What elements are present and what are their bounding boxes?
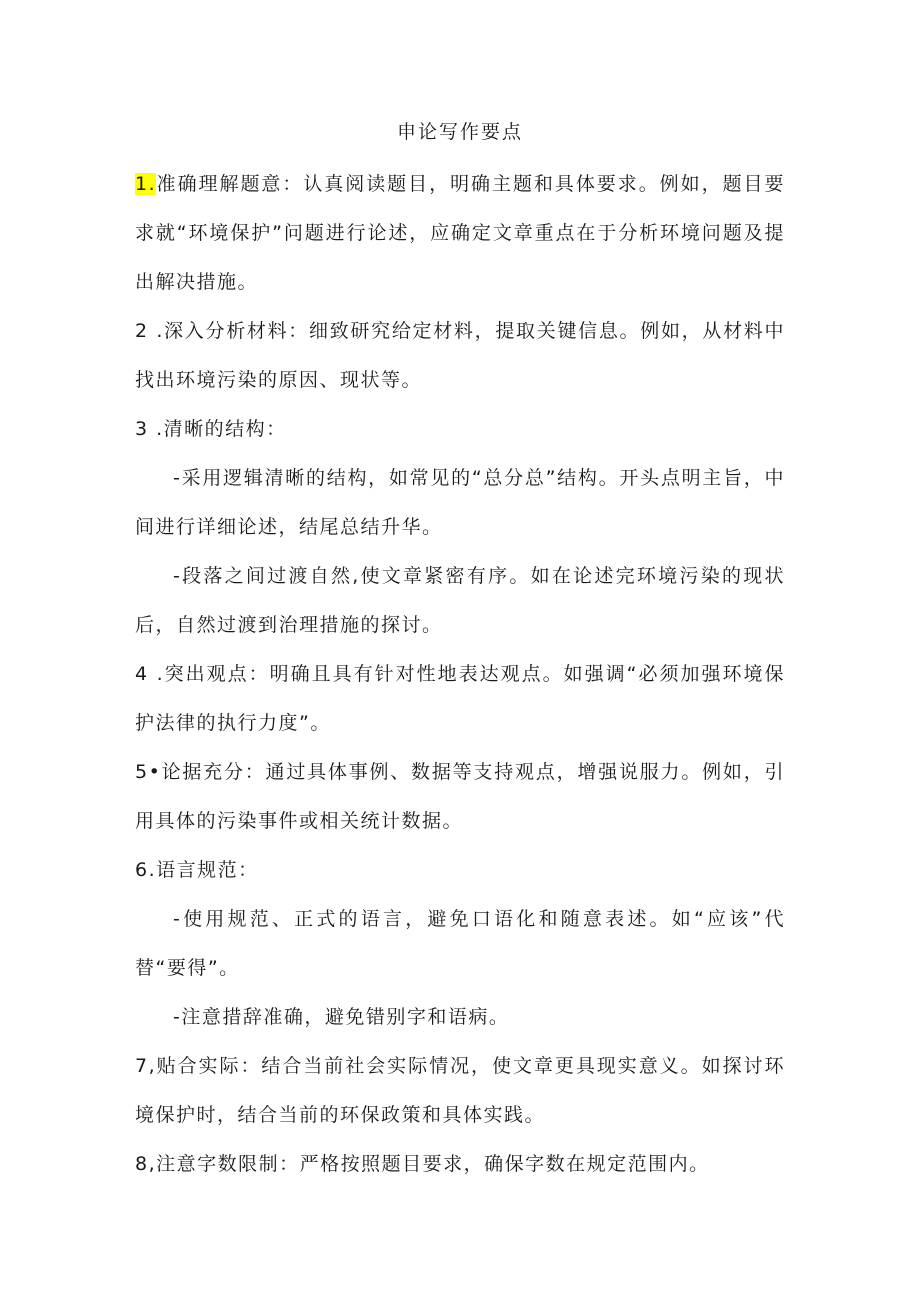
paragraph-number: 7, (135, 1055, 157, 1077)
paragraph-1 (135, 160, 785, 307)
paragraph-text: -段落之间过渡自然,使文章紧密有序。如在论述完环境污染的现状后，自然过渡到治理措施的探讨。 (135, 565, 785, 636)
sub-paragraph-3b (135, 552, 785, 650)
paragraph-number: 3 (135, 418, 149, 440)
sub-paragraph-3a (135, 454, 785, 552)
paragraph-number: 5• (135, 761, 162, 783)
paragraph-text: .突出观点：明确且具有针对性地表达观点。如强调“必须加强环境保护法律的执行力度”。 (135, 663, 785, 734)
paragraph-number: 6. (135, 859, 157, 881)
paragraph-text: -注意措辞准确，避免错别字和语病。 (173, 1006, 510, 1028)
paragraph-7 (135, 1042, 785, 1140)
paragraph-text: 注意字数限制：严格按照题目要求，确保字数在规定范围内。 (156, 1153, 710, 1175)
paragraph-text: 贴合实际：结合当前社会实际情况，使文章更具现实意义。如探讨环境保护时，结合当前的环保政策和具体实践。 (135, 1055, 785, 1126)
document-body (135, 160, 785, 1189)
document-title: 申论写作要点 (396, 121, 523, 143)
sub-paragraph-6b (135, 993, 785, 1042)
paragraph-text: 论据充分：通过具体事例、数据等支持观点，增强说服力。例如，引用具体的污染事件或相关统计数据。 (135, 761, 785, 832)
paragraph-number-highlighted: 1. (135, 173, 157, 195)
paragraph-6 (135, 846, 785, 895)
paragraph-text: -使用规范、正式的语言，避免口语化和随意表述。如“应该”代替“要得”。 (135, 908, 785, 979)
paragraph-number: 8, (135, 1153, 157, 1175)
sub-paragraph-6a (135, 895, 785, 993)
paragraph-3 (135, 405, 785, 454)
paragraph-number: 4 (135, 663, 149, 685)
paragraph-5 (135, 748, 785, 846)
paragraph-number: 2 (135, 320, 149, 342)
paragraph-text: -采用逻辑清晰的结构，如常见的“总分总”结构。开头点明主旨，中间进行详细论述，结尾总结升华。 (135, 467, 785, 538)
paragraph-text: .清晰的结构： (148, 418, 287, 440)
paragraph-text: 准确理解题意：认真阅读题目，明确主题和具体要求。例如，题目要求就“环境保护”问题进行论述，应确定文章重点在于分析环境问题及提出解决措施。 (135, 173, 785, 293)
paragraph-4 (135, 650, 785, 748)
paragraph-2 (135, 307, 785, 405)
paragraph-text: .深入分析材料：细致研究给定材料，提取关键信息。例如，从材料中找出环境污染的原因、现状等。 (135, 320, 785, 391)
paragraph-text: 语言规范： (156, 859, 259, 881)
paragraph-8 (135, 1140, 785, 1189)
